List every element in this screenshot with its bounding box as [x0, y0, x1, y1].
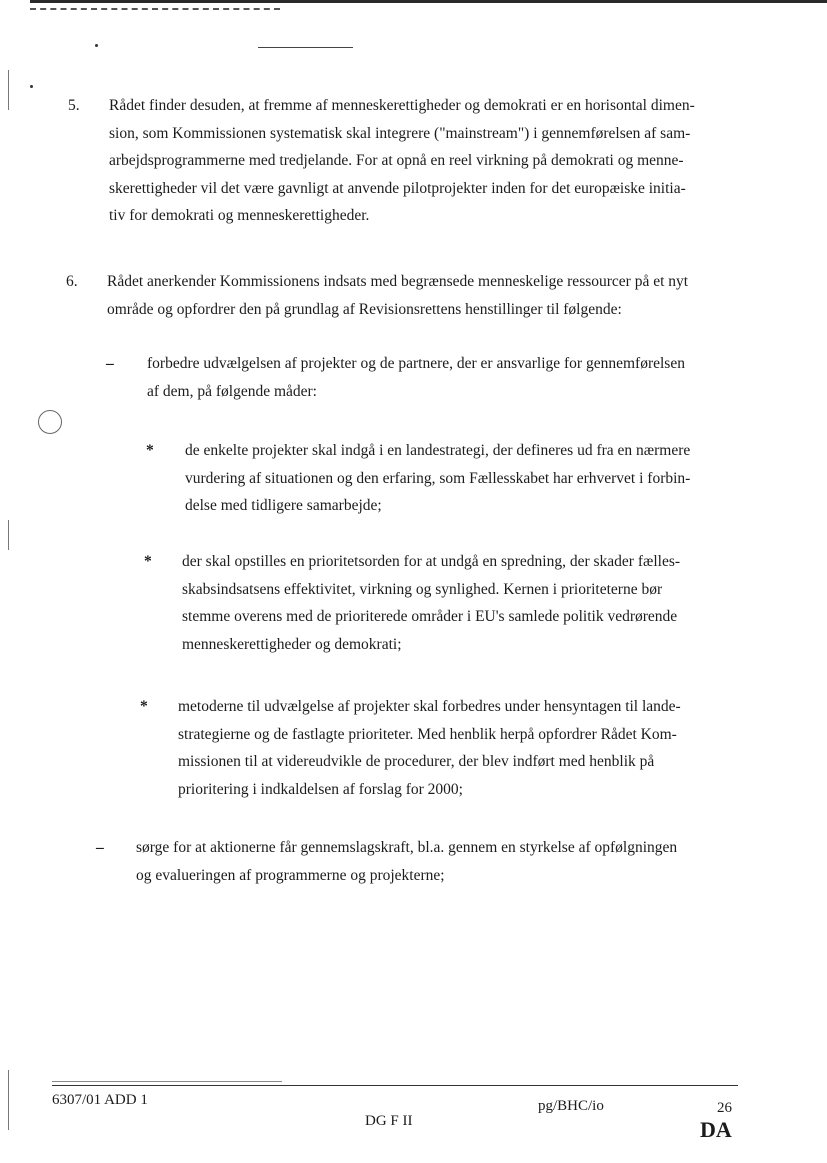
- text-line: menneskerettigheder og demokrati;: [182, 635, 402, 653]
- text-line: område og opfordrer den på grundlag af Revisionsrettens henstillinger til følgende:: [107, 300, 622, 318]
- scan-margin-mark: [8, 1070, 9, 1130]
- text-line: delse med tidligere samarbejde;: [185, 497, 382, 514]
- text-line: prioritering i indkaldelsen af forslag for 2000;: [178, 780, 463, 798]
- text-line: Rådet finder desuden, at fremme af menneskerettigheder og demokrati er en horisontal dimen-: [109, 97, 695, 114]
- text-line: af dem, på følgende måder:: [147, 382, 317, 400]
- page-number: 26: [717, 1100, 732, 1116]
- scan-margin-mark: [8, 70, 9, 110]
- text-line: de enkelte projekter skal indgå i en landestrategi, der defineres ud fra en nærmere: [185, 442, 691, 459]
- star-marker: *: [146, 442, 154, 459]
- text-line: Rådet anerkender Kommissionens indsats med begrænsede menneskelige ressourcer på et nyt: [107, 273, 689, 290]
- author-initials: pg/BHC/io: [538, 1098, 604, 1114]
- dash-marker: –: [106, 355, 114, 372]
- text-line: forbedre udvælgelsen af projekter og de partnere, der er ansvarlige for gennemførelsen: [147, 355, 685, 372]
- header-rule: [258, 47, 353, 48]
- document-reference: 6307/01 ADD 1: [52, 1092, 148, 1108]
- text-line: stemme overens med de prioriterede områder i EU's samlede politik vedrørende: [182, 608, 678, 625]
- scan-margin-mark: [8, 520, 9, 550]
- fax-header-line: [30, 8, 280, 11]
- text-line: sion, som Kommissionen systematisk skal integrere ("mainstream") i gennemførelsen af sam-: [109, 124, 691, 142]
- language-code: DA: [700, 1117, 732, 1142]
- scan-speck: [30, 85, 33, 88]
- paragraph-number: 6.: [66, 273, 78, 290]
- punch-hole-mark: [38, 410, 62, 434]
- text-line: vurdering af situationen og den erfaring, som Fællesskabet har erhvervet i forbin-: [185, 469, 691, 487]
- paragraph-number: 5.: [68, 97, 80, 114]
- star-marker: *: [140, 698, 148, 715]
- text-line: og evalueringen af programmerne og projekterne;: [136, 866, 445, 884]
- footer-rule-thin: [52, 1081, 282, 1082]
- text-line: skabsindsatsens effektivitet, virkning og synlighed. Kernen i prioriteterne bør: [182, 580, 663, 598]
- star-marker: *: [144, 553, 152, 570]
- text-line: skerettigheder vil det være gavnligt at anvende pilotprojekter inden for det europæiske initia-: [109, 179, 686, 197]
- text-line: der skal opstilles en prioritetsorden for at undgå en spredning, der skader fælles-: [182, 553, 681, 570]
- text-line: strategierne og de fastlagte prioriteter. Med henblik herpå opfordrer Rådet Kom-: [178, 725, 677, 743]
- scan-header-edge: [30, 0, 827, 3]
- text-line: metoderne til udvælgelse af projekter skal forbedres under hensyntagen til lande-: [178, 698, 681, 715]
- scan-speck: [95, 44, 98, 47]
- dash-marker: –: [96, 839, 104, 856]
- text-line: sørge for at aktionerne får gennemslagskraft, bl.a. gennem en styrkelse af opfølgningen: [136, 839, 678, 856]
- text-line: tiv for demokrati og menneskerettigheder.: [109, 207, 370, 224]
- directorate-code: DG F II: [365, 1113, 413, 1129]
- footer-rule: [52, 1085, 738, 1086]
- text-line: missionen til at videreudvikle de procedurer, der blev indført med henblik på: [178, 753, 655, 770]
- text-line: arbejdsprogrammerne med tredjelande. For at opnå en reel virkning på demokrati og menne-: [109, 152, 684, 169]
